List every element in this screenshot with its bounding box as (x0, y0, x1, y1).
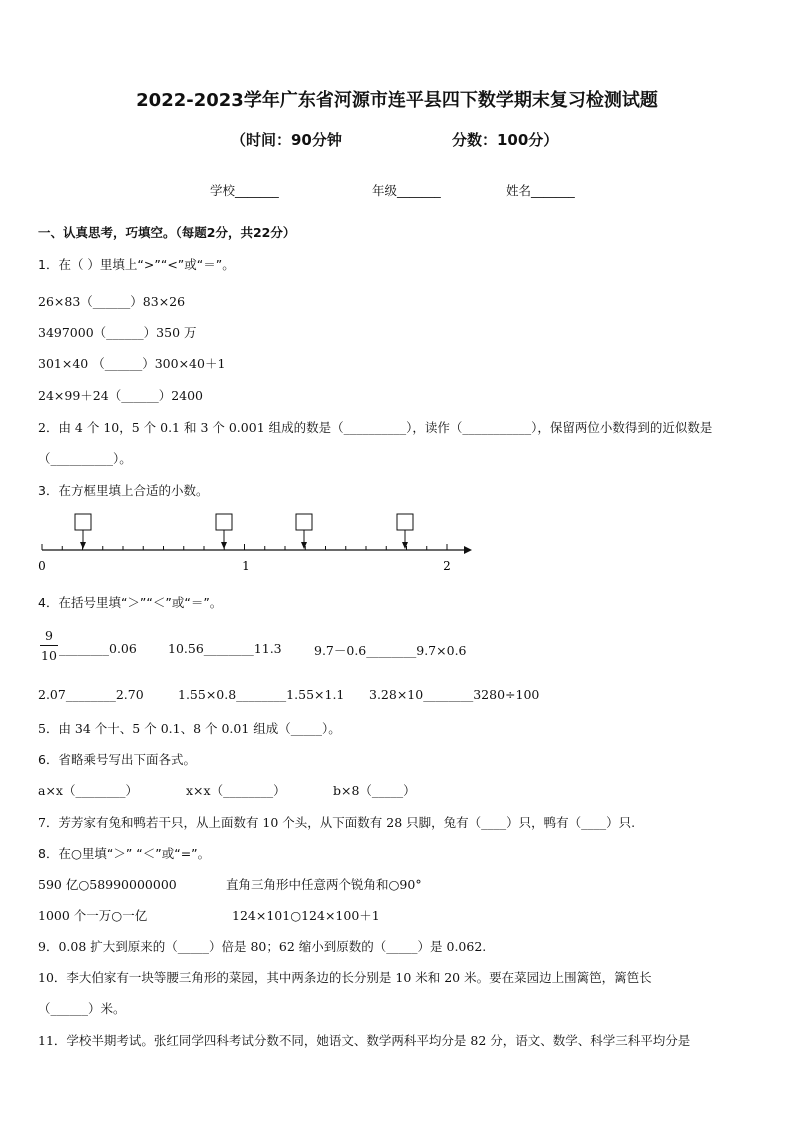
question-1-line: 301×40 （______）300×40＋1 (38, 356, 226, 371)
exam-score: 分数：100分） (452, 131, 559, 149)
answer-box[interactable] (75, 514, 91, 549)
question-7: 7．芳芳家有兔和鸭若干只，从上面数有 10 个头，从下面数有 28 只脚，兔有（____）只，鸭有（____）只. (38, 815, 636, 830)
fraction (40, 628, 58, 663)
question-1-stem: 1．在（ ）里填上“>”“<”或“＝”。 (38, 257, 235, 272)
question-6-item: b×8（_____） (333, 783, 416, 798)
question-6-stem: 6．省略乘号写出下面各式。 (38, 752, 196, 767)
section-heading: 一、认真思考，巧填空。（每题2分，共22分） (38, 225, 296, 240)
compare-item: 9.7－0.6________9.7×0.6 (314, 643, 467, 658)
compare-item: ________0.06 (59, 641, 137, 656)
school-field: 学校_______ (210, 183, 279, 198)
question-2-line2: （__________）。 (38, 451, 132, 466)
fraction-numerator: 9 (45, 628, 53, 643)
number-line-axis (42, 546, 472, 554)
question-8-item: 124×101○124×100＋1 (232, 908, 380, 923)
question-11: 11．学校半期考试。张红同学四科考试分数不同，她语文、数学两科平均分是 82 分，语文、数学、科学三科平均分是 (38, 1033, 691, 1048)
name-field: 姓名_______ (506, 183, 575, 198)
question-6-item: x×x（________） (186, 783, 286, 798)
question-1-line: 26×83（______）83×26 (38, 294, 186, 309)
tick-label: 1 (242, 559, 250, 573)
answer-box[interactable] (397, 514, 413, 549)
tick-label: 0 (38, 559, 46, 573)
question-3-stem: 3．在方框里填上合适的小数。 (38, 483, 209, 498)
answer-box[interactable] (216, 514, 232, 549)
fraction-denominator: 10 (41, 648, 57, 663)
compare-item: 2.07________2.70 (38, 687, 144, 702)
question-1-line: 24×99＋24（______）2400 (38, 388, 204, 403)
fraction-bar (40, 645, 58, 646)
question-10-line1: 10．李大伯家有一块等腰三角形的菜园，其中两条边的长分别是 10 米和 20 米。要在菜园边上围篱笆，篱笆长 (38, 970, 652, 985)
number-line-ticks (42, 544, 447, 550)
number-line (38, 506, 478, 576)
compare-item: 3.28×10________3280÷100 (369, 687, 540, 702)
question-9: 9．0.08 扩大到原来的（_____）倍是 80；62 缩小到原数的（_____）是 0.062. (38, 939, 487, 954)
question-4-stem: 4．在括号里填“＞”“＜”或“＝”。 (38, 595, 223, 610)
tick-label: 2 (443, 559, 451, 573)
question-8-item: 590 亿○58990000000 (38, 877, 177, 892)
question-2-line1: 2．由 4 个 10，5 个 0.1 和 3 个 0.001 组成的数是（__________），读作（___________），保留两位小数得到的近似数是 (38, 420, 713, 435)
compare-item: 1.55×0.8________1.55×1.1 (178, 687, 345, 702)
compare-item: 10.56________11.3 (168, 641, 282, 656)
question-8-item: 1000 个一万○一亿 (38, 908, 148, 923)
grade-field: 年级_______ (372, 183, 441, 198)
exam-time: （时间：90分钟 (231, 131, 342, 149)
question-6-item: a×x（________） (38, 783, 138, 798)
answer-box[interactable] (296, 514, 312, 549)
page-title: 2022-2023学年广东省河源市连平县四下数学期末复习检测试题 (136, 90, 658, 111)
question-5: 5．由 34 个十、5 个 0.1、8 个 0.01 组成（_____）。 (38, 721, 341, 736)
question-1-line: 3497000（______）350 万 (38, 325, 197, 340)
question-8-item: 直角三角形中任意两个锐角和○90° (226, 877, 422, 892)
question-10-line2: （______）米。 (38, 1001, 126, 1016)
question-8-stem: 8．在○里填“＞” “＜”或“=”。 (38, 846, 211, 861)
